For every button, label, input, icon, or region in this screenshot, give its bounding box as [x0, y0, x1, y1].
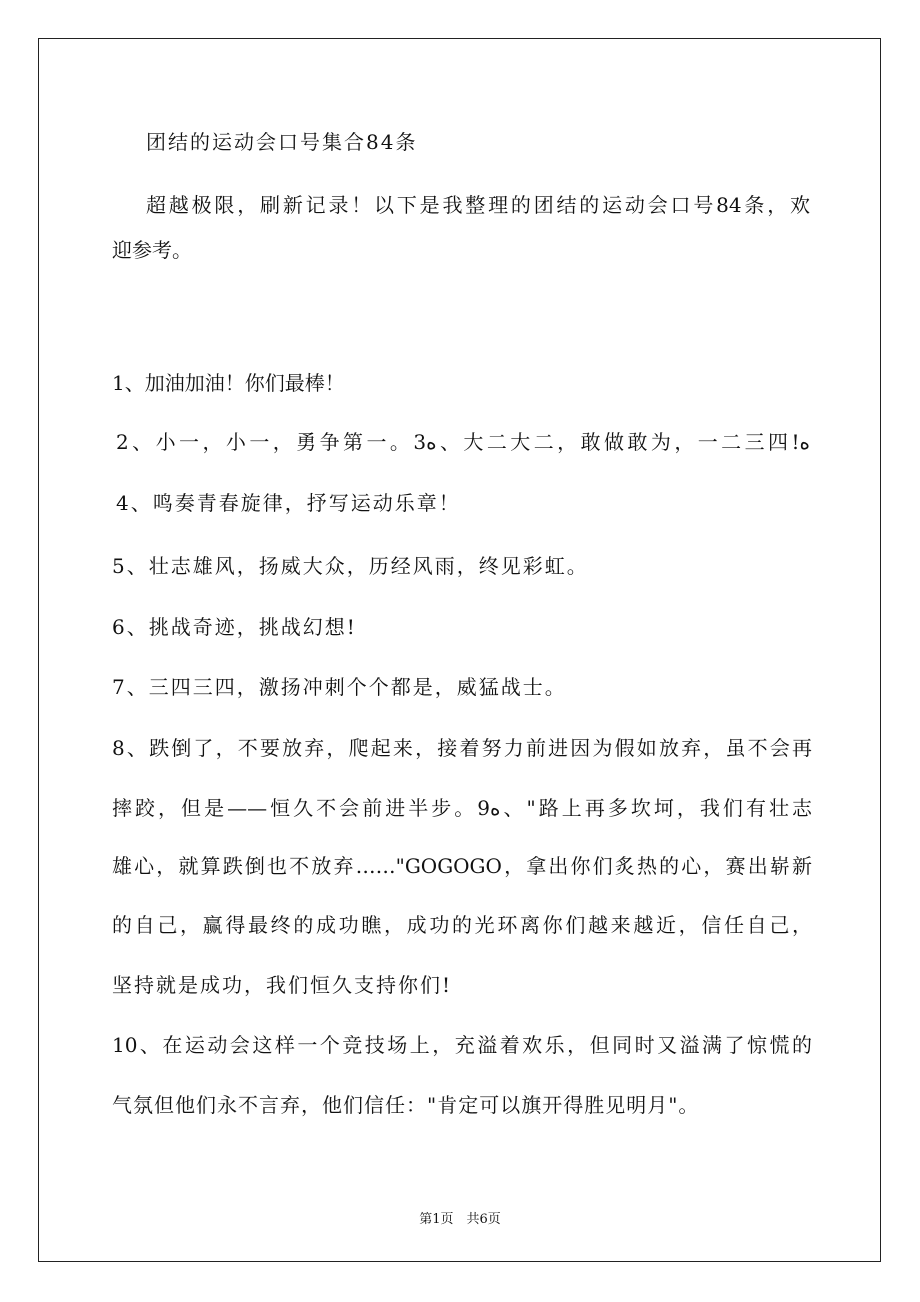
- slogan-line: 10、在运动会这样一个竞技场上，充溢着欢乐，但同时又溢满了惊慌的: [112, 1033, 812, 1057]
- slogan-line: 1、加油加油！你们最棒！: [112, 371, 345, 395]
- slogan-line: 的自己，赢得最终的成功瞧，成功的光环离你们越来越近，信任自己，: [112, 913, 812, 937]
- slogan-line: 4、鸣奏青春旋律，抒写运动乐章！: [116, 491, 461, 515]
- slogan-line: 6、挑战奇迹，挑战幻想!: [112, 615, 357, 639]
- document-title: 团结的运动会口号集合84条: [146, 130, 418, 154]
- slogan-line: 雄心，就算跌倒也不放弃……"GOGOGO，拿出你们炙热的心，赛出崭新: [112, 854, 812, 878]
- slogan-line: 8、跌倒了，不要放弃，爬起来，接着努力前进因为假如放弃，虽不会再: [112, 736, 812, 760]
- intro-line-2: 迎参考。: [112, 238, 192, 262]
- slogan-line: 2、小一，小一，勇争第一。3ﻩ、大二大二，敢做敢为，一二三四!ﻩ: [116, 430, 810, 454]
- slogan-line: 气氛但他们永不言弃，他们信任："肯定可以旗开得胜见明月"。: [112, 1093, 700, 1117]
- slogan-line: 摔跤，但是——恒久不会前进半步。9ﻩ、"路上再多坎坷，我们有壮志: [112, 796, 812, 820]
- slogan-line: 5、壮志雄风，扬威大众，历经风雨，终见彩虹。: [112, 554, 589, 578]
- slogan-line: 坚持就是成功，我们恒久支持你们!: [112, 973, 453, 997]
- slogan-line: 7、三四三四，激扬冲刺个个都是，威猛战士。: [112, 675, 567, 699]
- intro-line-1: 超越极限，刷新记录！以下是我整理的团结的运动会口号84条，欢: [146, 193, 810, 217]
- page-border: [38, 38, 881, 1262]
- page-footer: 第1页 共6页: [419, 1212, 501, 1227]
